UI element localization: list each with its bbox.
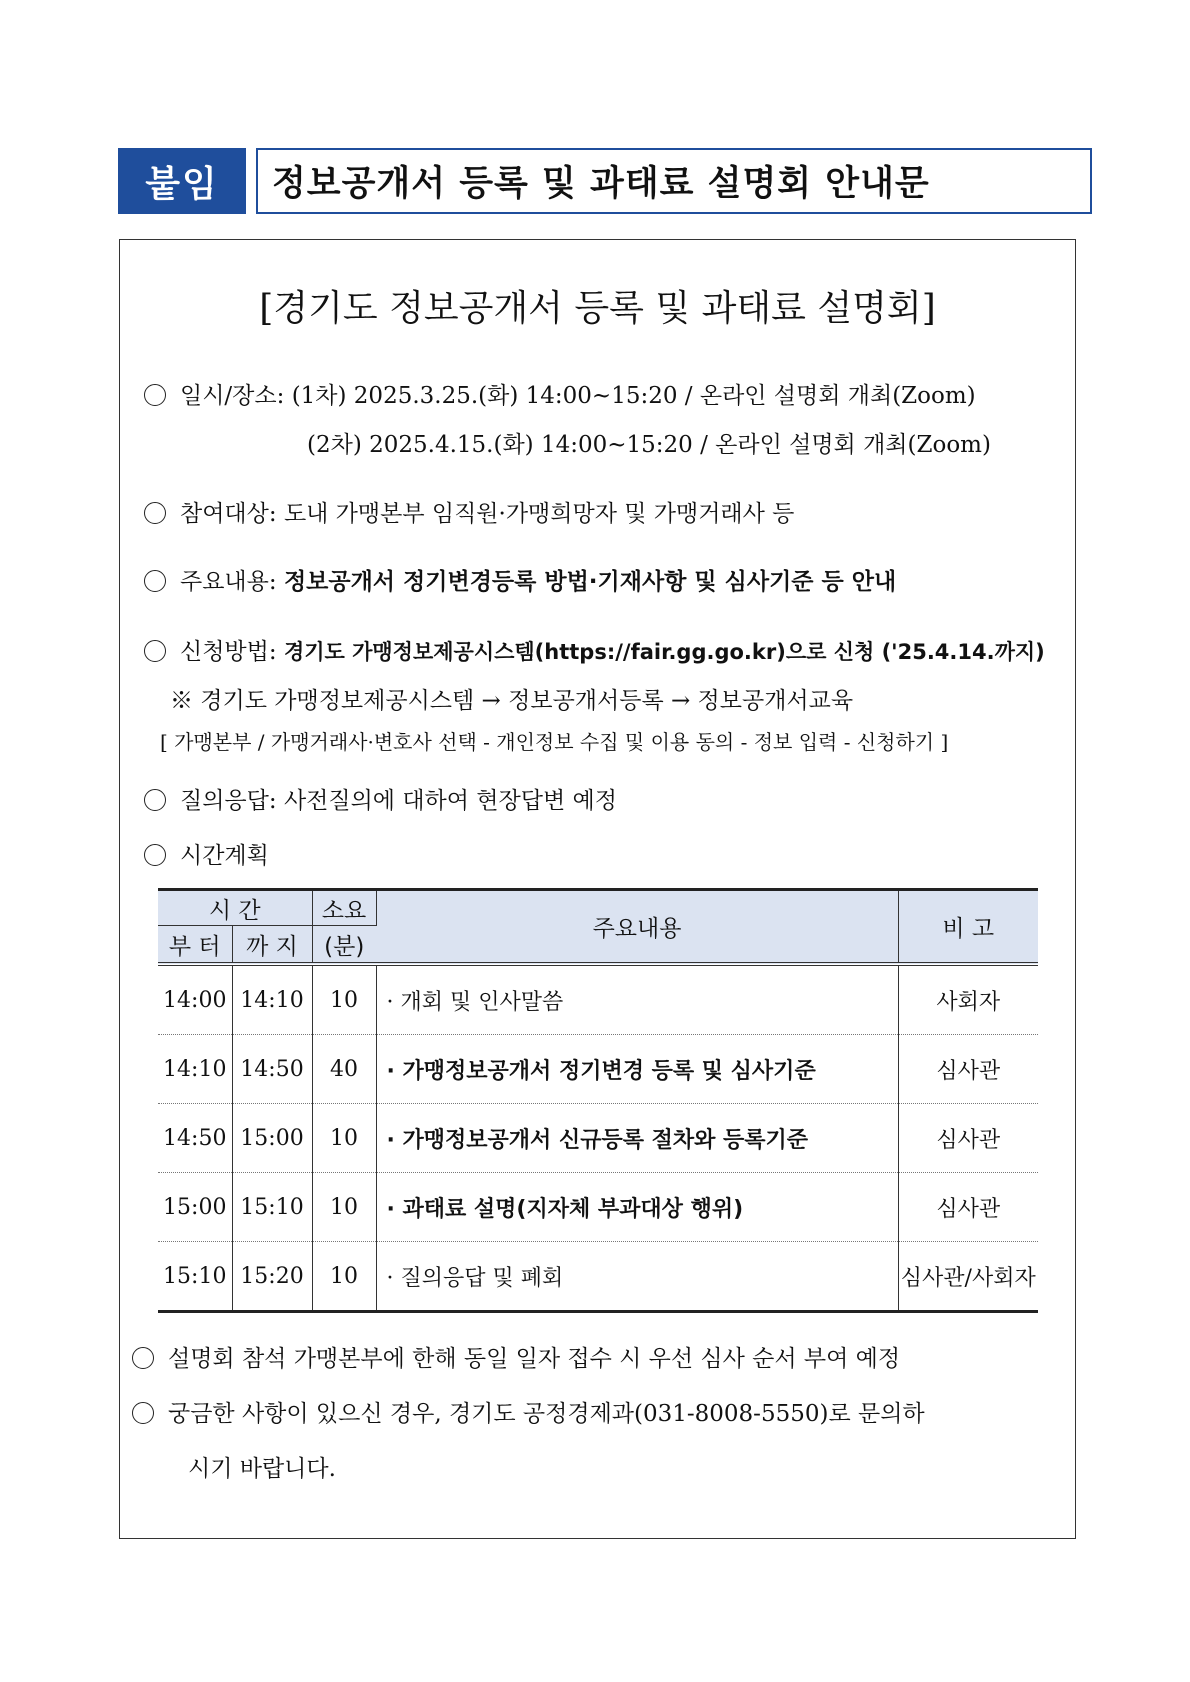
notice-title: [경기도 정보공개서 등록 및 과태료 설명회] [259,288,936,329]
content-value: 정보공개서 정기변경등록 방법·기재사항 및 심사기준 등 안내 [283,569,897,595]
header-duration-1: 소요 [312,890,376,926]
plan-label: 시간계획 [180,843,269,869]
table-row [158,1242,1038,1312]
session-1: (1차) 2025.3.25.(화) 14:00~15:20 / 온라인 설명회 개최(Zoom) [291,383,976,409]
cell-from: 15:00 [158,1173,232,1242]
circle-bullet-icon [132,1347,154,1369]
cell-from: 14:00 [158,964,232,1035]
cell-content: · 가맹정보공개서 정기변경 등록 및 심사기준 [376,1035,898,1104]
target-value: 도내 가맹본부 임직원·가맹희망자 및 가맹거래사 등 [283,501,795,527]
cell-remarks: 사회자 [898,964,1038,1035]
note-contact [132,1395,925,1428]
circle-bullet-icon [132,1402,154,1424]
cell-duration: 10 [312,1242,376,1312]
cell-content: · 과태료 설명(지자체 부과대상 행위) [376,1173,898,1242]
attachment-tag: 붙임 [118,148,246,214]
cell-duration: 10 [312,1104,376,1173]
apply-line [144,633,1045,666]
target-line [144,495,794,528]
apply-note-path: ※ 경기도 가맹정보제공시스템 → 정보공개서등록 → 정보공개서교육 [170,688,854,714]
apply-note-steps: [ 가맹본부 / 가맹거래사·변호사 선택 - 개인정보 수집 및 이용 동의 - 정보 입력 - 신청하기 ] [160,730,949,754]
header-from: 부 터 [158,926,232,965]
cell-to: 15:20 [232,1242,312,1312]
table-row [158,1173,1038,1242]
cell-remarks: 심사관 [898,1104,1038,1173]
table-row [158,1104,1038,1173]
notice-box [119,239,1076,1539]
cell-remarks: 심사관 [898,1035,1038,1104]
session-2: (2차) 2025.4.15.(화) 14:00~15:20 / 온라인 설명회 개최(Zoom) [307,432,991,458]
circle-bullet-icon [144,570,166,592]
circle-bullet-icon [144,844,166,866]
plan-line [144,837,269,870]
cell-remarks: 심사관/사회자 [898,1242,1038,1312]
cell-to: 15:10 [232,1173,312,1242]
schedule-line [144,377,976,410]
table-row [158,964,1038,1035]
circle-bullet-icon [144,384,166,406]
qa-value: 사전질의에 대하여 현장답변 예정 [283,788,617,814]
cell-from: 14:10 [158,1035,232,1104]
cell-from: 14:50 [158,1104,232,1173]
circle-bullet-icon [144,502,166,524]
header-remarks: 비 고 [898,890,1038,965]
note-contact-text: 궁금한 사항이 있으신 경우, 경기도 공정경제과(031-8008-5550)로 문의하 [168,1401,925,1427]
header-content: 주요내용 [376,890,898,965]
cell-content: · 질의응답 및 폐회 [376,1242,898,1312]
cell-from: 15:10 [158,1242,232,1312]
header-time: 시 간 [158,890,312,926]
cell-duration: 40 [312,1035,376,1104]
schedule-label: 일시/장소: [180,383,285,409]
note-priority-text: 설명회 참석 가맹본부에 한해 동일 일자 접수 시 우선 심사 순서 부여 예정 [168,1346,901,1372]
circle-bullet-icon [144,789,166,811]
content-line [144,563,896,596]
content-label: 주요내용: [180,569,277,595]
apply-value: 경기도 가맹정보제공시스템(https://fair.gg.go.kr)으로 신청 ('25.4.14.까지) [283,640,1045,664]
cell-content: · 가맹정보공개서 신규등록 절차와 등록기준 [376,1104,898,1173]
circle-bullet-icon [144,640,166,662]
header-to: 까 지 [232,926,312,965]
cell-duration: 10 [312,1173,376,1242]
note-contact-cont: 시기 바랍니다. [188,1456,336,1482]
note-priority [132,1340,900,1373]
document-title: 정보공개서 등록 및 과태료 설명회 안내문 [256,148,1092,214]
cell-to: 14:50 [232,1035,312,1104]
qa-line [144,782,617,815]
cell-to: 14:10 [232,964,312,1035]
target-label: 참여대상: [180,501,277,527]
cell-to: 15:00 [232,1104,312,1173]
qa-label: 질의응답: [180,788,277,814]
apply-label: 신청방법: [180,639,277,665]
cell-duration: 10 [312,964,376,1035]
schedule-table [158,888,1038,1313]
header-duration-2: (분) [312,926,376,965]
cell-content: · 개회 및 인사말씀 [376,964,898,1035]
table-row [158,1035,1038,1104]
cell-remarks: 심사관 [898,1173,1038,1242]
